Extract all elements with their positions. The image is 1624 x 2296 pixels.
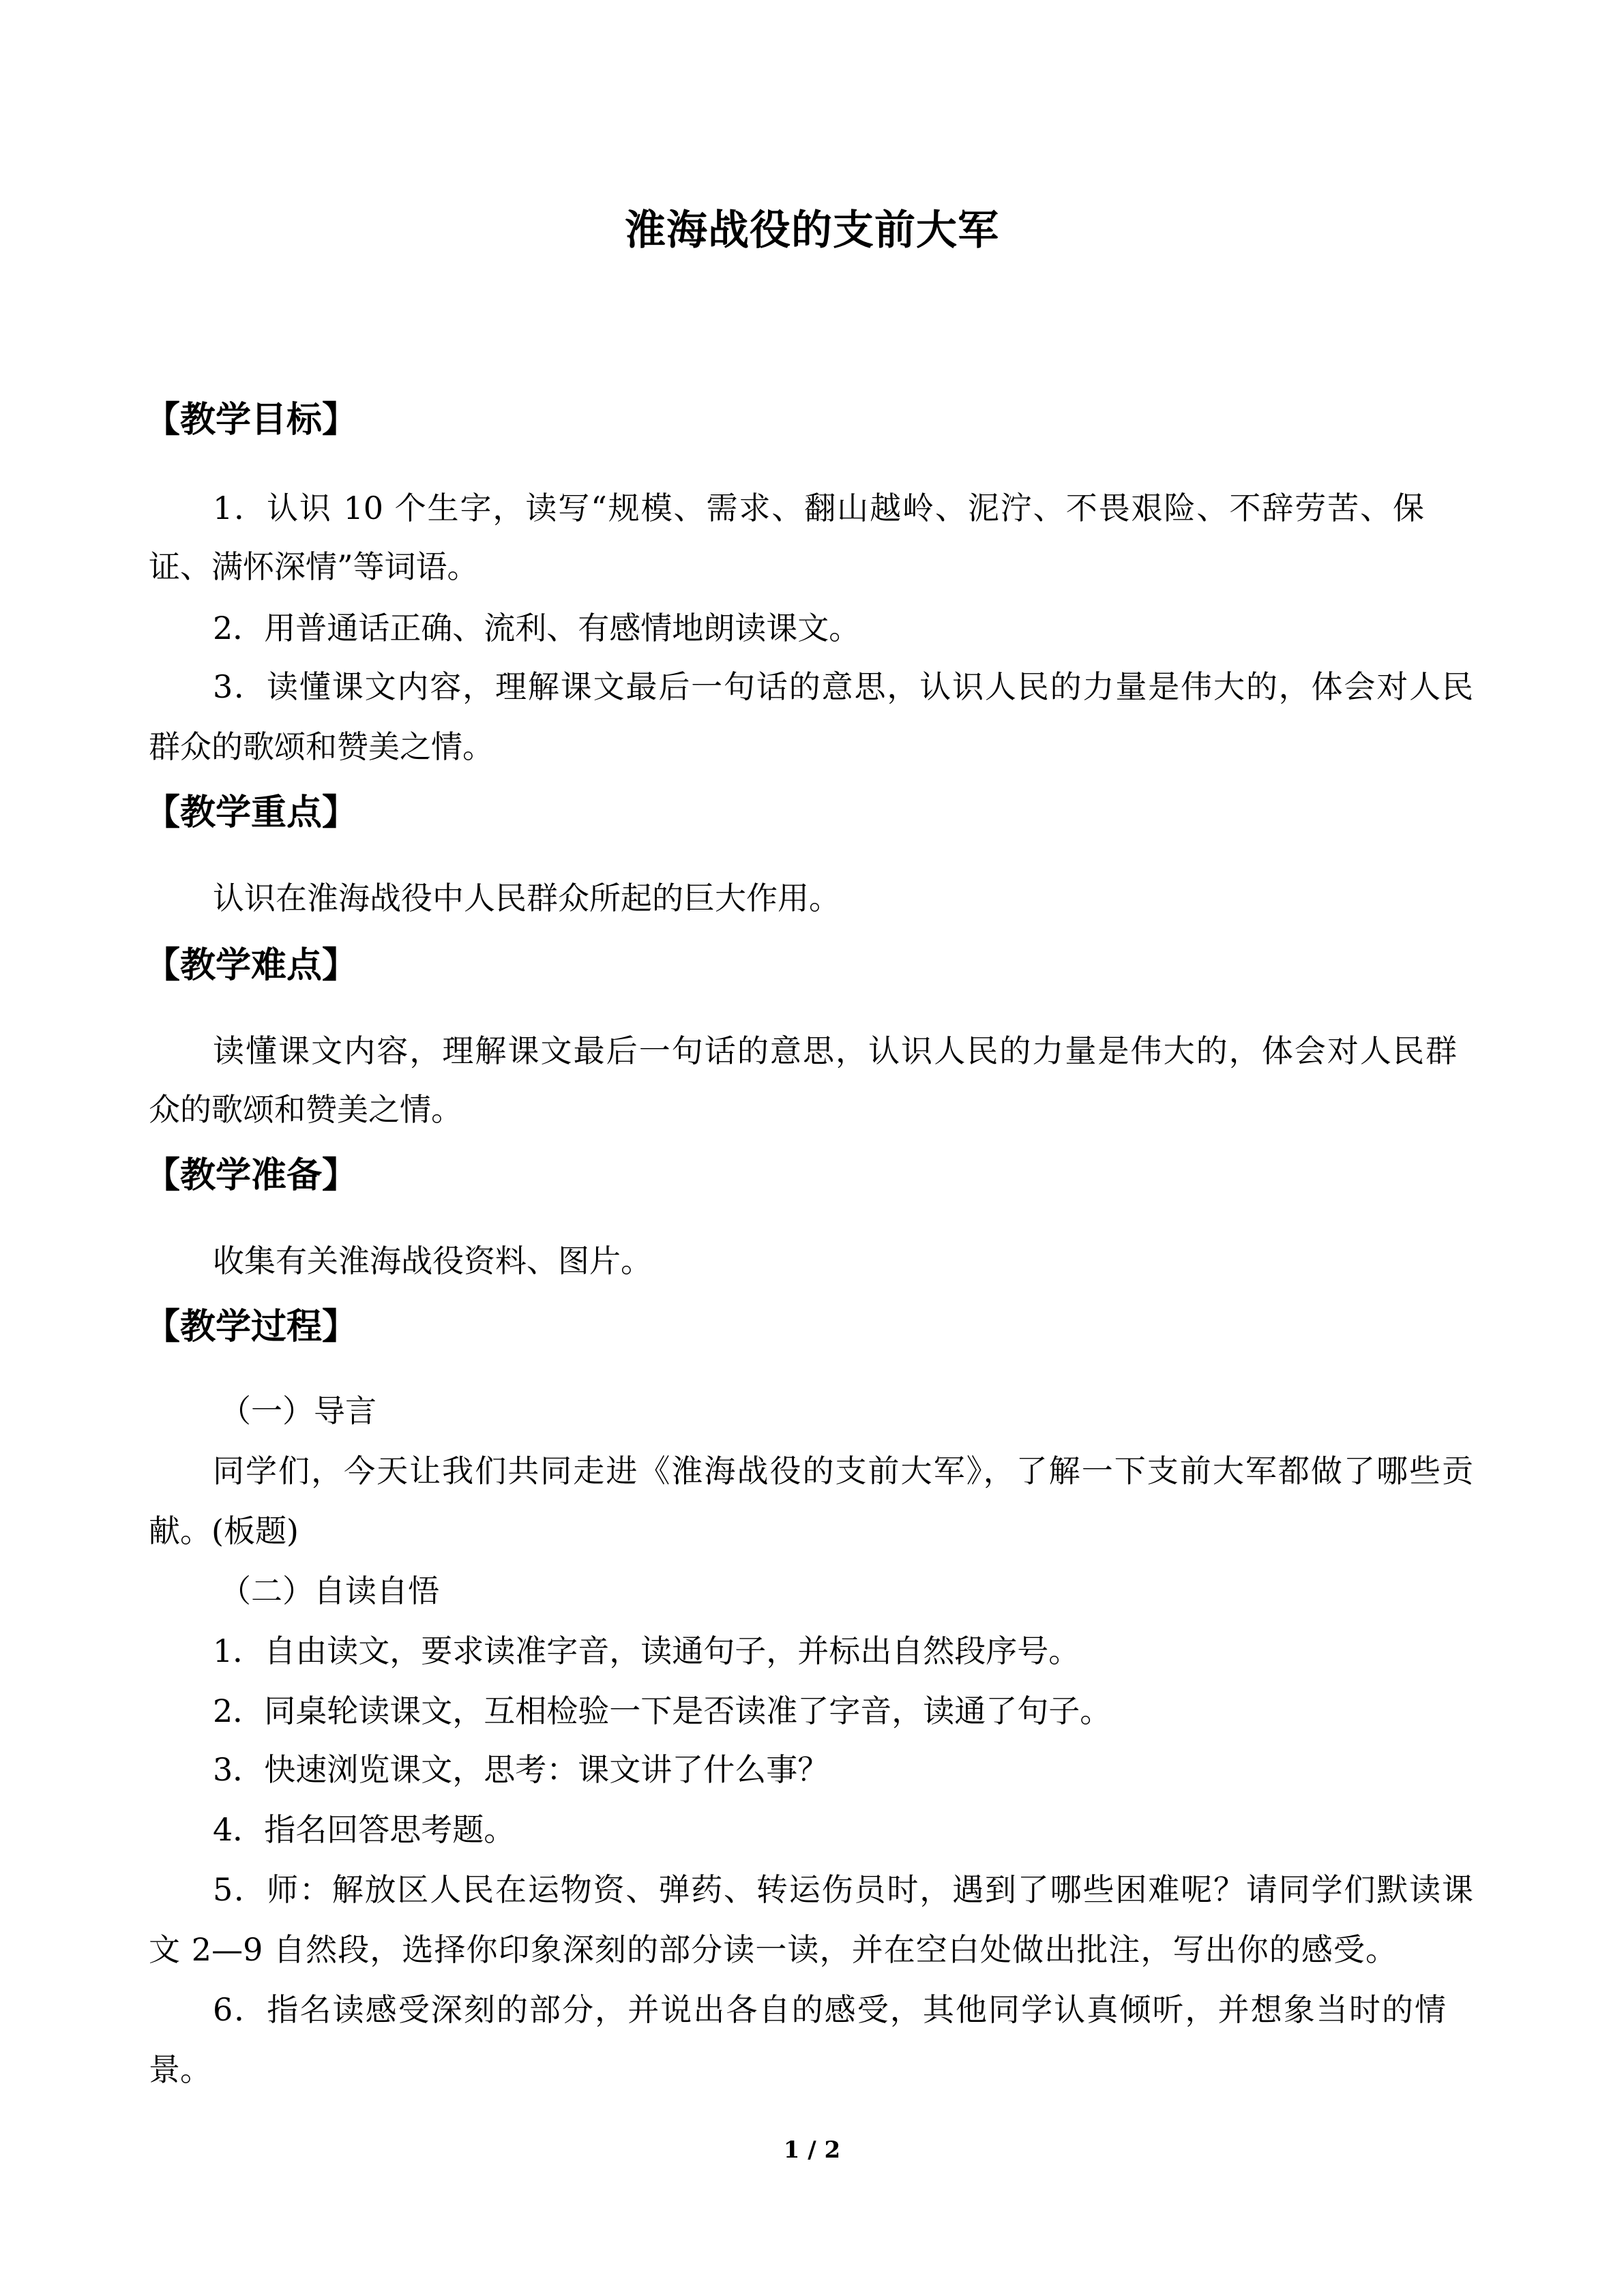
- process-line: 同学们，今天让我们共同走进《淮海战役的支前大军》，了解一下支前大军都做了哪些贡: [213, 1452, 1473, 1489]
- process-line: 1．自由读文，要求读准字音，读通句子，并标出自然段序号。: [213, 1632, 1080, 1669]
- objectives-line: 证、满怀深情”等词语。: [149, 548, 479, 585]
- heading-key-points: 【教学重点】: [145, 792, 358, 833]
- difficulties-line: 众的歌颂和赞美之情。: [149, 1091, 462, 1128]
- process-line: 3．快速浏览课文，思考：课文讲了什么事？: [213, 1751, 829, 1788]
- heading-preparation: 【教学准备】: [145, 1154, 358, 1196]
- process-line: （一）导言: [220, 1392, 377, 1429]
- heading-difficulties: 【教学难点】: [145, 944, 358, 986]
- process-line: （二）自读自悟: [220, 1572, 439, 1609]
- process-line: 4．指名回答思考题。: [213, 1811, 516, 1848]
- heading-objectives: 【教学目标】: [145, 399, 358, 441]
- process-line: 献。(板题): [149, 1512, 299, 1549]
- heading-process: 【教学过程】: [145, 1306, 358, 1347]
- objectives-line: 3．读懂课文内容，理解课文最后一句话的意思，认识人民的力量是伟大的，体会对人民: [213, 668, 1473, 705]
- process-line: 景。: [149, 2051, 211, 2088]
- objectives-line: 1．认识 10 个生字，读写“规模、需求、翻山越岭、泥泞、不畏艰险、不辞劳苦、保: [213, 490, 1424, 526]
- process-line: 5．师：解放区人民在运物资、弹药、转运伤员时，遇到了哪些困难呢？请同学们默读课: [213, 1871, 1473, 1908]
- preparation-line: 收集有关淮海战役资料、图片。: [213, 1242, 652, 1279]
- process-line: 2．同桌轮读课文，互相检验一下是否读准了字音，读通了句子。: [213, 1693, 1112, 1729]
- objectives-line: 群众的歌颂和赞美之情。: [149, 728, 494, 765]
- difficulties-line: 读懂课文内容，理解课文最后一句话的意思，认识人民的力量是伟大的，体会对人民群: [213, 1032, 1457, 1069]
- process-line: 文 2—9 自然段，选择你印象深刻的部分读一读，并在空白处做出批注，写出你的感受。: [149, 1931, 1397, 1968]
- key-points-line: 认识在淮海战役中人民群众所起的巨大作用。: [213, 880, 840, 916]
- objectives-line: 2．用普通话正确、流利、有感情地朗读课文。: [213, 610, 861, 646]
- page-number: 1 / 2: [783, 2136, 841, 2164]
- process-line: 6．指名读感受深刻的部分，并说出各自的感受，其他同学认真倾听，并想象当时的情: [213, 1991, 1446, 2028]
- page-title: 淮海战役的支前大军: [625, 207, 999, 254]
